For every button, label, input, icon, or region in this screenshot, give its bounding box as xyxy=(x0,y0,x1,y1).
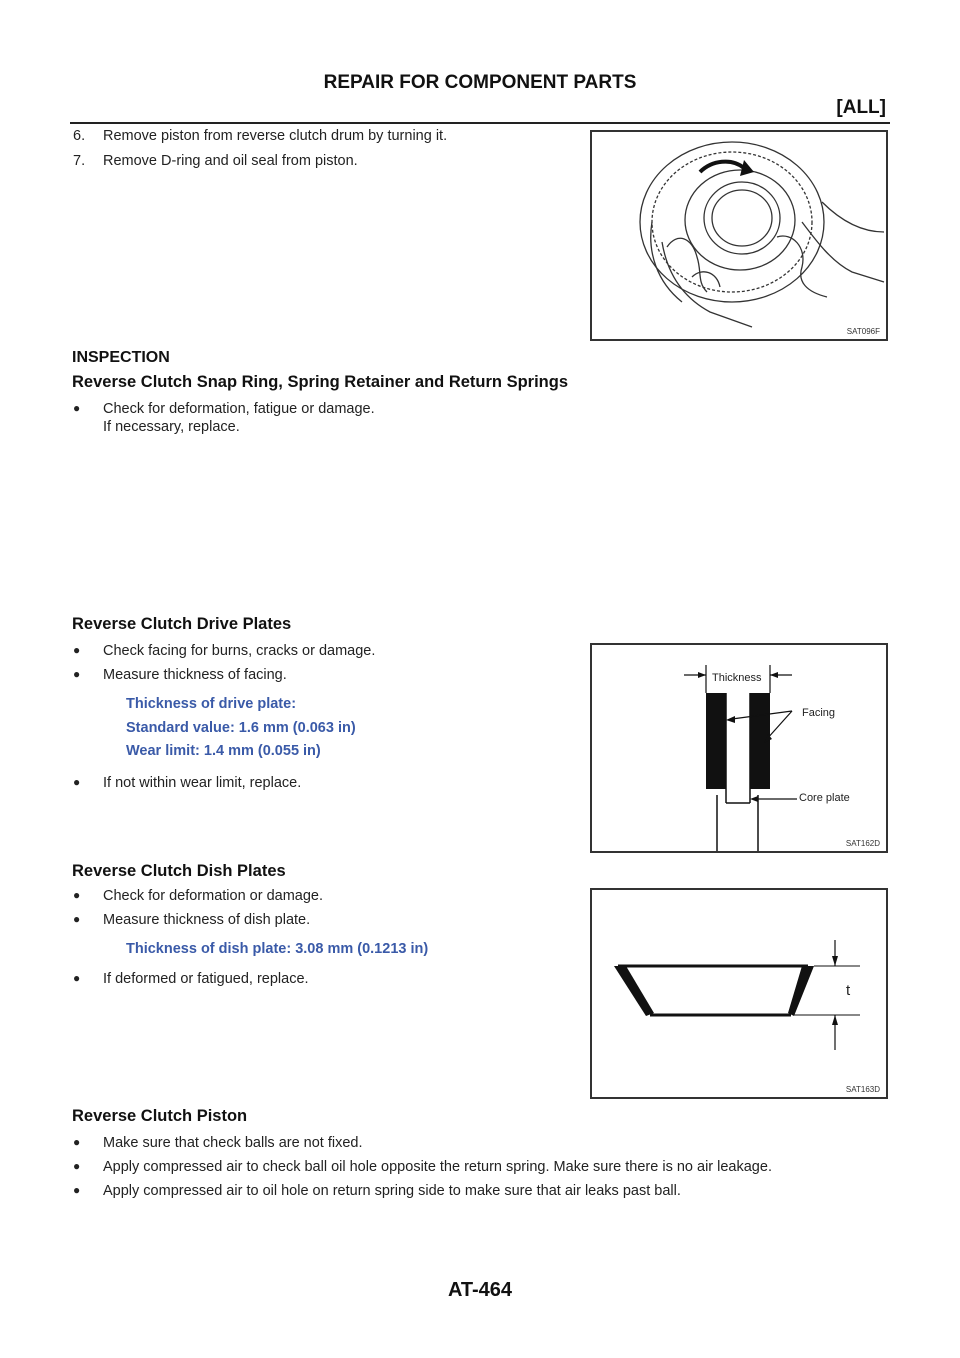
piston-heading: Reverse Clutch Piston xyxy=(72,1107,248,1125)
bullet-text: Check for deformation or damage. xyxy=(103,888,324,904)
page-number: AT-464 xyxy=(447,1279,513,1301)
bullet-text: Apply compressed air to oil hole on return spring side to make sure that air leaks past ball. xyxy=(103,1183,681,1199)
bullet-text: Check facing for burns, cracks or damage. xyxy=(103,643,376,659)
thickness-t-label: t xyxy=(846,982,851,999)
dish-plates-bullet-1 xyxy=(73,886,323,905)
dish-plates-heading: Reverse Clutch Dish Plates xyxy=(72,862,286,880)
dish-plate-diagram xyxy=(592,890,886,1097)
drive-plates-bullet-2 xyxy=(73,665,287,684)
bullet-dot-icon: ● xyxy=(73,1159,81,1173)
dish-plates-bullet-3 xyxy=(73,969,309,988)
bullet-text: Check for deformation, fatigue or damage. xyxy=(103,401,375,417)
bullet-text: If deformed or fatigued, replace. xyxy=(103,971,309,987)
bullet-text: Make sure that check balls are not fixed. xyxy=(103,1135,363,1151)
drive-plate-spec-wear: Wear limit: 1.4 mm (0.055 in) xyxy=(126,743,321,759)
bullet-dot-icon: ● xyxy=(73,643,81,657)
header-rule xyxy=(70,122,890,124)
bullet-dot-icon: ● xyxy=(73,1183,81,1197)
figure-piston-removal xyxy=(590,130,888,341)
bullet-text: Apply compressed air to check ball oil hole opposite the return spring. Make sure there is no air leakage. xyxy=(103,1159,772,1175)
bullet-dot-icon: ● xyxy=(73,775,81,789)
bullet-dot-icon: ● xyxy=(73,401,81,415)
dish-plate-spec: Thickness of dish plate: 3.08 mm (0.1213 in) xyxy=(126,941,429,957)
core-plate-label: Core plate xyxy=(799,792,850,804)
inspection-heading: INSPECTION xyxy=(72,349,170,366)
bullet-dot-icon: ● xyxy=(73,971,81,985)
thickness-label: Thickness xyxy=(712,672,762,684)
facing-label: Facing xyxy=(802,707,836,719)
figure-code: SAT096F xyxy=(846,327,880,336)
step-text: Remove piston from reverse clutch drum by turning it. xyxy=(103,128,448,144)
snap-ring-heading: Reverse Clutch Snap Ring, Spring Retainer and Return Springs xyxy=(72,373,568,391)
drive-plates-bullet-3 xyxy=(73,773,301,792)
step-7 xyxy=(73,153,358,169)
bullet-continuation: If necessary, replace. xyxy=(103,419,240,435)
figure-code: SAT162D xyxy=(845,839,880,848)
bullet-dot-icon: ● xyxy=(73,912,81,926)
drive-plate-spec-title: Thickness of drive plate: xyxy=(126,696,297,712)
drive-plates-bullet-1 xyxy=(73,641,375,660)
step-6 xyxy=(73,128,447,144)
snap-ring-bullet xyxy=(73,399,375,436)
dish-plates-bullet-2 xyxy=(73,910,310,929)
page-title: REPAIR FOR COMPONENT PARTS xyxy=(323,72,637,93)
step-text: Remove D-ring and oil seal from piston. xyxy=(103,153,358,169)
piston-removal-illustration xyxy=(592,132,886,339)
drive-plates-heading: Reverse Clutch Drive Plates xyxy=(72,615,292,633)
figure-dish-plate xyxy=(590,888,888,1099)
piston-bullet-2 xyxy=(73,1157,772,1176)
drive-plate-spec-standard: Standard value: 1.6 mm (0.063 in) xyxy=(126,720,356,736)
bullet-text: Measure thickness of facing. xyxy=(103,667,287,683)
bullet-dot-icon: ● xyxy=(73,1135,81,1149)
piston-bullet-3 xyxy=(73,1181,681,1200)
bullet-text: Measure thickness of dish plate. xyxy=(103,912,311,928)
step-number: 6. xyxy=(73,128,86,144)
section-tag: [ALL] xyxy=(836,97,886,118)
figure-code: SAT163D xyxy=(845,1085,880,1094)
step-number: 7. xyxy=(73,153,86,169)
piston-bullet-1 xyxy=(73,1133,363,1152)
bullet-dot-icon: ● xyxy=(73,667,81,681)
bullet-text: If not within wear limit, replace. xyxy=(103,775,302,791)
figure-drive-plate xyxy=(590,643,888,853)
bullet-dot-icon: ● xyxy=(73,888,81,902)
